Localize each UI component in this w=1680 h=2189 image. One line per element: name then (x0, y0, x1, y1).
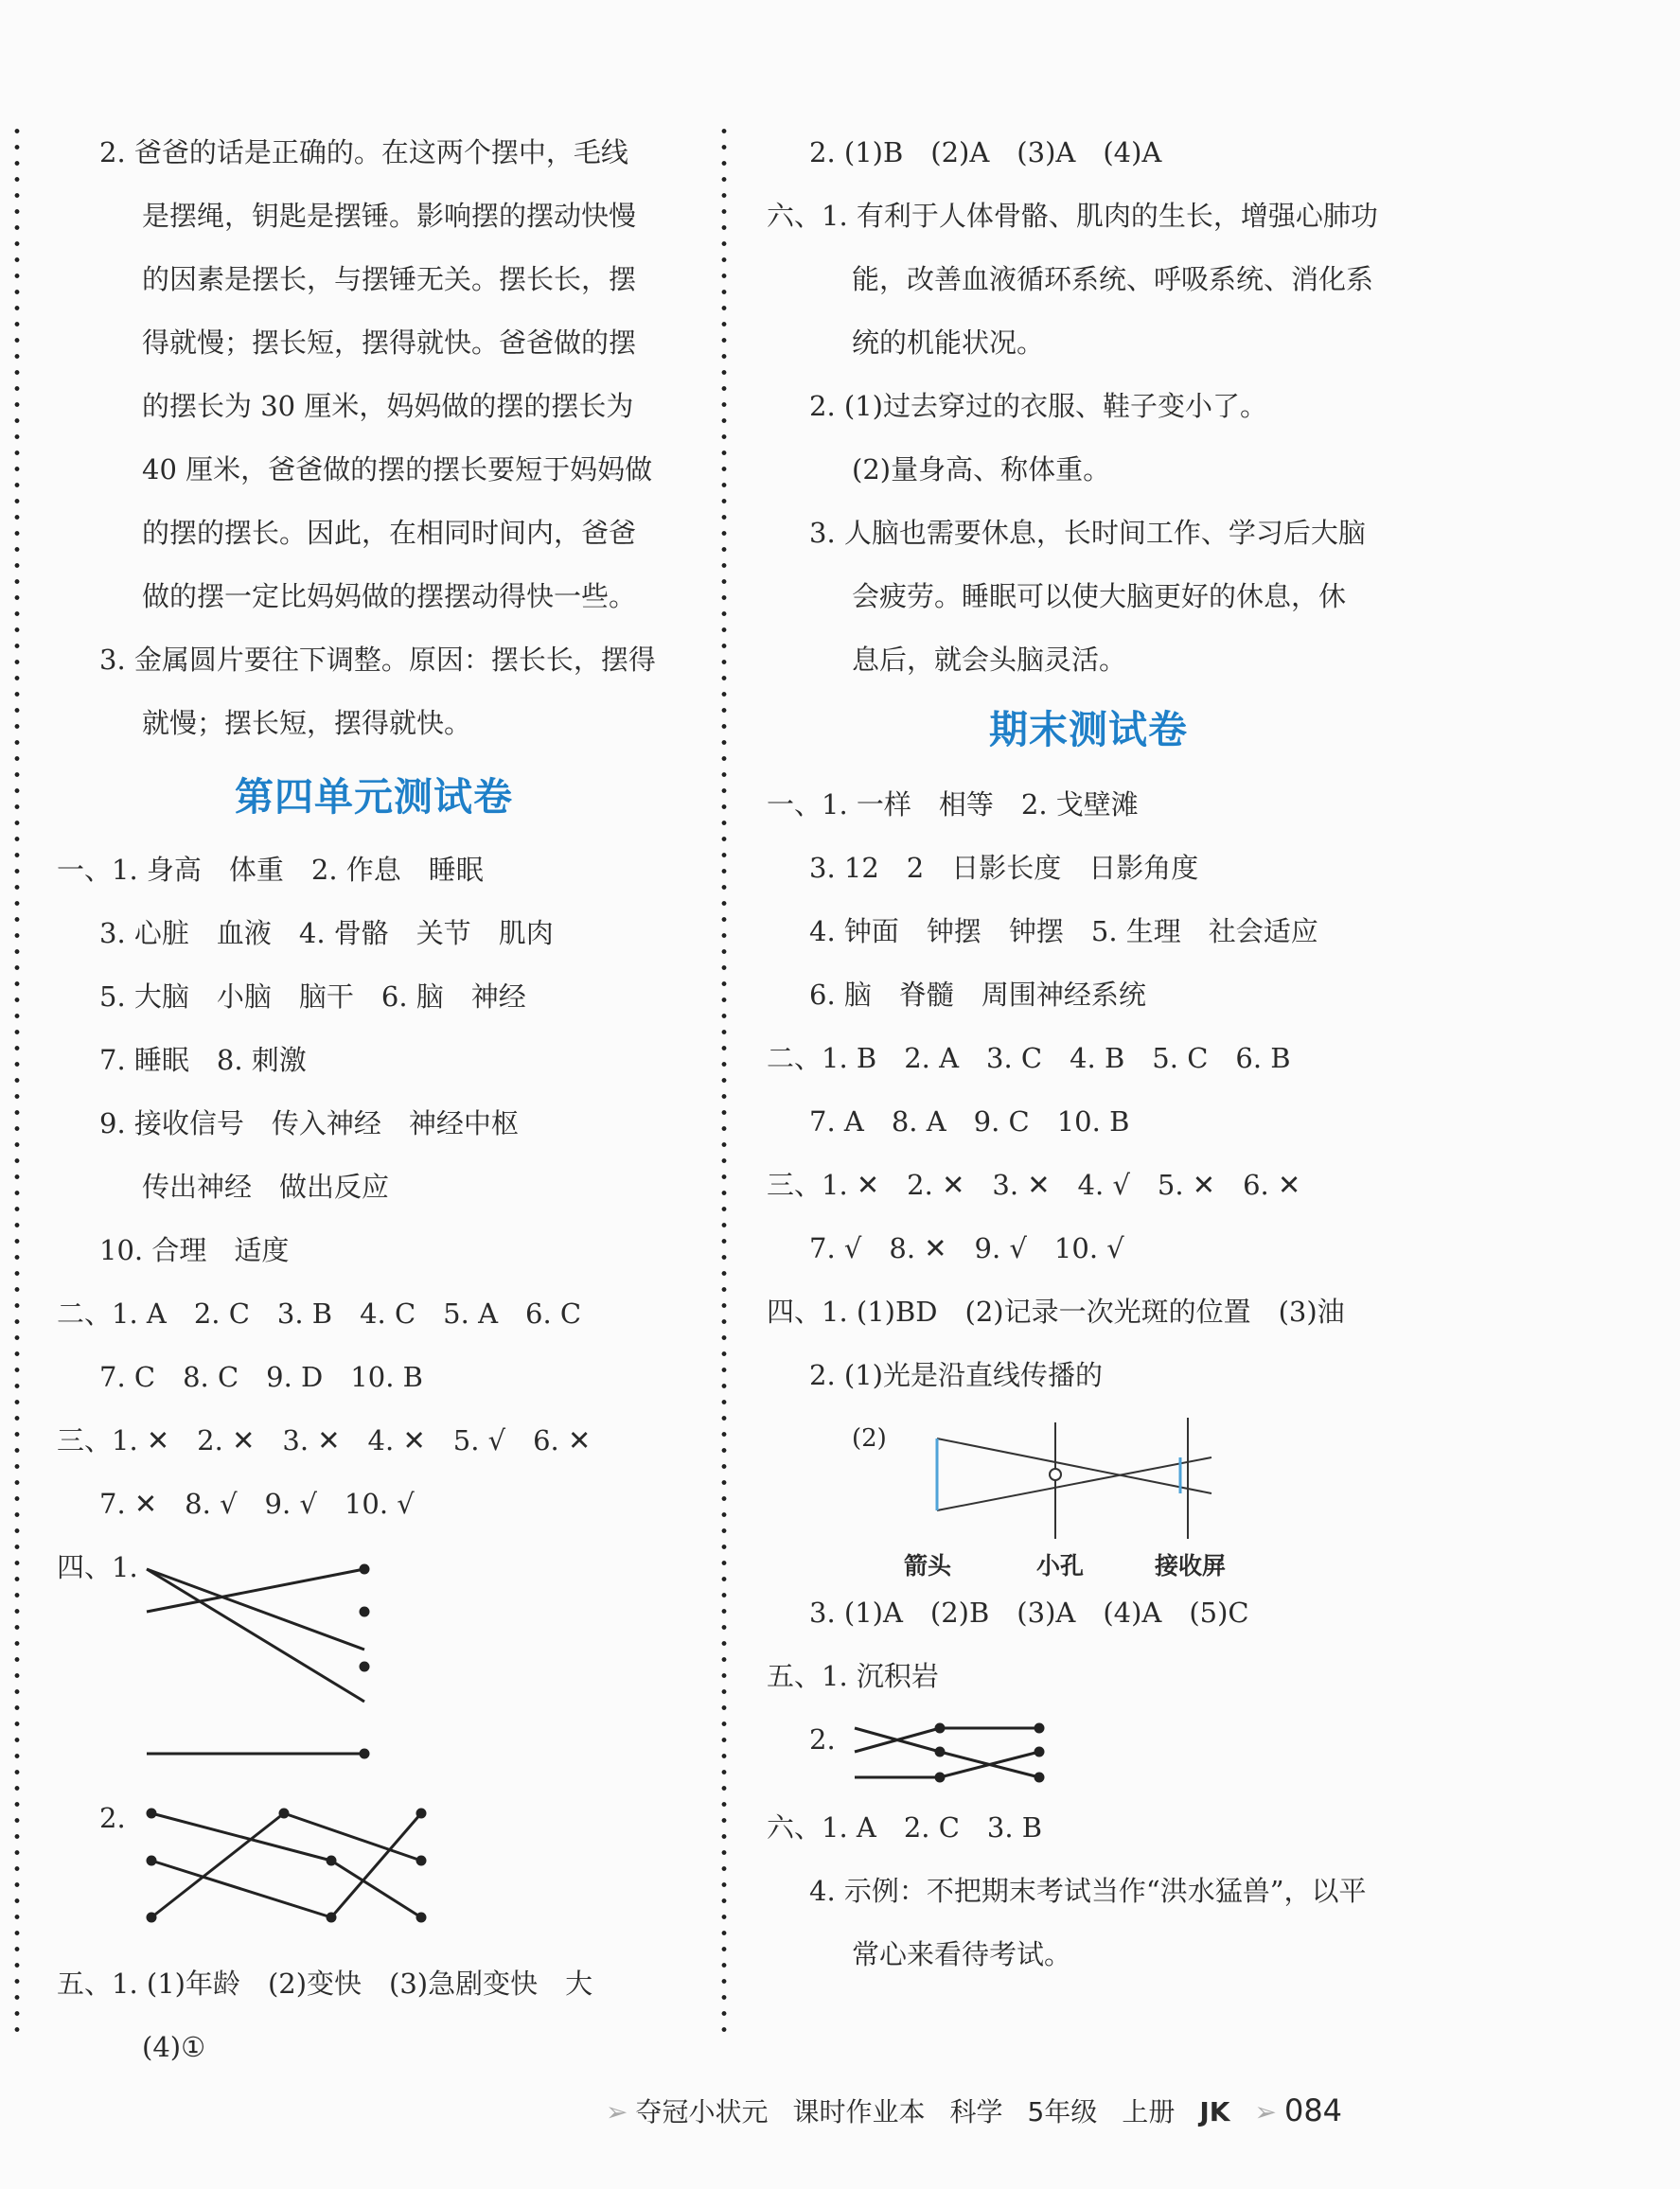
page-number: 084 (1283, 2092, 1343, 2128)
text-line: 40 厘米，爸爸做的摆的摆长要短于妈妈做 (142, 453, 653, 485)
right-column (767, 121, 1410, 1986)
text-line: 2. (809, 1723, 836, 1756)
unit4-section-2 (57, 1282, 691, 1409)
text-line: 的摆长为 30 厘米，妈妈做的摆的摆长为 (142, 390, 634, 422)
prev-answers (767, 121, 1410, 692)
text-line: 3. (1)A (2)B (3)A (4)A (5)C (809, 1597, 1249, 1629)
left-binding-dots (14, 123, 20, 2035)
text-line: 6. 脑 脊髓 周围神经系统 (809, 979, 1146, 1011)
footer-subject: 科学 (949, 2096, 1003, 2127)
unit4-section-4 (57, 1536, 691, 1952)
text-line: 会疲劳。睡眠可以使大脑更好的休息，休 (852, 580, 1347, 612)
label-screen: 接收屏 (1155, 1552, 1227, 1580)
footer-brand: 夺冠小状元 (635, 2096, 769, 2127)
text-line: 的因素是摆长，与摆锤无关。摆长长，摆 (142, 263, 637, 295)
left-column (57, 121, 691, 2079)
text-line: 是摆绳，钥匙是摆锤。影响摆的摆动快慢 (142, 200, 637, 232)
unit4-section-5 (57, 1952, 691, 2079)
text-line: 3. 心脏 血液 4. 骨骼 关节 肌肉 (99, 917, 554, 949)
footer-grade: 5年级 (1027, 2096, 1098, 2127)
text-line: 3. 人脑也需要休息，长时间工作、学习后大脑 (809, 517, 1366, 549)
text-line: 得就慢；摆长短，摆得就快。爸爸做的摆 (142, 327, 637, 359)
text-line: (2) (852, 1424, 887, 1453)
footer-volume: 上册 (1122, 2096, 1176, 2127)
text-line: 的摆的摆长。因此，在相同时间内，爸爸 (142, 517, 637, 549)
matching-diagram-1 (142, 1555, 426, 1792)
unit4-title: 第四单元测试卷 (235, 774, 513, 820)
final-section-6 (767, 1796, 1410, 1986)
text-line: 常心来看待考试。 (852, 1938, 1072, 1970)
footer-edition: JK (1199, 2096, 1230, 2127)
final-section-2 (767, 1027, 1410, 1154)
text-line: 做的摆一定比妈妈做的摆摆动得快一些。 (142, 580, 637, 612)
text-line: 2. (1)光是沿直线传播的 (809, 1359, 1103, 1391)
text-line: 7. A 8. A 9. C 10. B (809, 1105, 1130, 1138)
text-line: 三、1. ✕ 2. ✕ 3. ✕ 4. ✕ 5. √ 6. ✕ (57, 1424, 592, 1456)
text-line: 7. √ 8. ✕ 9. √ 10. √ (809, 1232, 1124, 1264)
text-line: 2. (1)B (2)A (3)A (4)A (809, 136, 1162, 168)
q3-answer (57, 628, 691, 755)
label-arrow: 箭头 (904, 1552, 952, 1580)
text-line: 统的机能状况。 (852, 327, 1045, 359)
text-line: 六、1. 有利于人体骨骼、肌肉的生长，增强心肺功 (767, 200, 1378, 232)
text-line: 六、1. A 2. C 3. B (767, 1811, 1043, 1844)
text-line: (2)量身高、称体重。 (852, 453, 1111, 485)
text-line: 4. 钟面 钟摆 钟摆 5. 生理 社会适应 (809, 915, 1318, 947)
arrow-icon: ➢ (606, 2096, 628, 2127)
footer-book: 课时作业本 (792, 2096, 926, 2127)
text-line: 3. 金属圆片要往下调整。原因：摆长长，摆得 (99, 644, 656, 676)
matching-diagram-2 (142, 1804, 445, 1955)
text-line: 4. 示例：不把期末考试当作“洪水猛兽”，以平 (809, 1875, 1367, 1907)
center-binding-dots (721, 123, 727, 2035)
unit4-section-1 (57, 839, 691, 1282)
text-line: 二、1. B 2. A 3. C 4. B 5. C 6. B (767, 1042, 1291, 1074)
text-line: 9. 接收信号 传入神经 神经中枢 (99, 1107, 519, 1139)
text-line: (4)① (142, 2031, 206, 2063)
final-section-1 (767, 773, 1410, 1027)
text-line: 10. 合理 适度 (99, 1234, 290, 1266)
page-footer (606, 2092, 1367, 2129)
text-line: 四、1. (1)BD (2)记录一次光斑的位置 (3)油 (767, 1296, 1345, 1328)
matching-diagram-3 (850, 1719, 1068, 1804)
text-line: 息后，就会头脑灵活。 (852, 644, 1127, 676)
text-line: 一、1. 身高 体重 2. 作息 睡眠 (57, 854, 484, 886)
final-section-4 (767, 1280, 1410, 1580)
text-line: 一、1. 一样 相等 2. 戈壁滩 (767, 788, 1139, 821)
text-line: 7. 睡眠 8. 刺激 (99, 1044, 307, 1076)
text-line: 5. 大脑 小脑 脑干 6. 脑 神经 (99, 980, 526, 1013)
label-pinhole: 小孔 (1036, 1552, 1085, 1580)
unit4-section-3 (57, 1409, 691, 1536)
text-line: 就慢；摆长短，摆得就快。 (142, 707, 472, 739)
text-line: 2. (1)过去穿过的衣服、鞋子变小了。 (809, 390, 1267, 422)
text-line: 传出神经 做出反应 (142, 1171, 390, 1203)
final-exam-title: 期末测试卷 (989, 707, 1188, 752)
pinhole-diagram (932, 1418, 1216, 1550)
final-section-5 (767, 1645, 1410, 1796)
text-line: 3. 12 2 日影长度 日影角度 (809, 852, 1199, 884)
final-section-3 (767, 1154, 1410, 1280)
text-line: 7. C 8. C 9. D 10. B (99, 1361, 423, 1393)
text-line: 2. 爸爸的话是正确的。在这两个摆中，毛线 (99, 136, 628, 168)
text-line: 三、1. ✕ 2. ✕ 3. ✕ 4. √ 5. ✕ 6. ✕ (767, 1169, 1301, 1201)
text-line: 四、1. (57, 1551, 138, 1583)
text-line: 五、1. 沉积岩 (767, 1660, 939, 1692)
q2-answer (57, 121, 691, 628)
arrow-icon: ➢ (1254, 2096, 1277, 2127)
text-line: 能，改善血液循环系统、呼吸系统、消化系 (852, 263, 1374, 295)
text-line: 五、1. (1)年龄 (2)变快 (3)急剧变快 大 (57, 1968, 593, 2000)
text-line: 二、1. A 2. C 3. B 4. C 5. A 6. C (57, 1298, 582, 1330)
text-line: 7. ✕ 8. √ 9. √ 10. √ (99, 1488, 415, 1520)
text-line: 2. (99, 1802, 126, 1834)
